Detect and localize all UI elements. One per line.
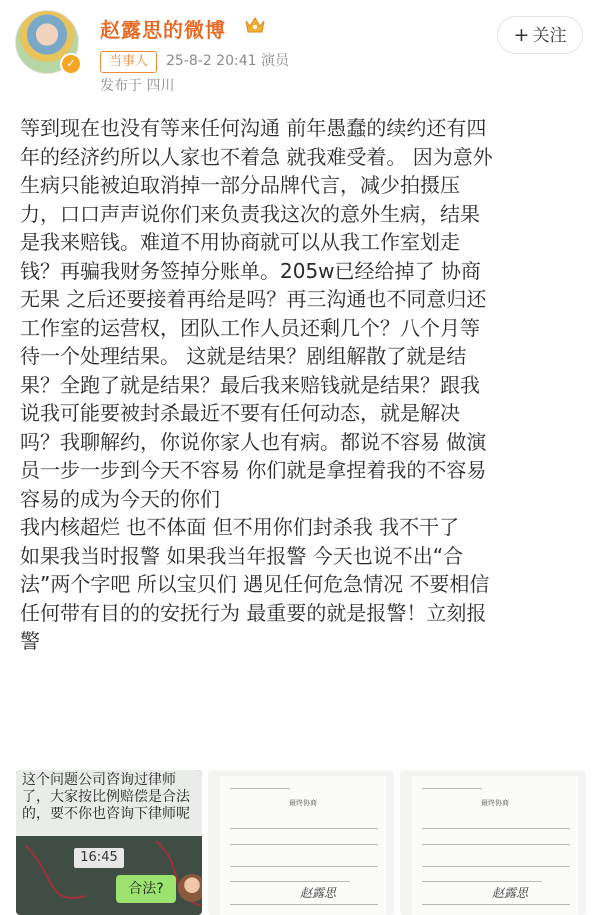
doc-rule [230,881,350,882]
doc-rule [230,844,378,845]
post-text-line: 工作室的运营权，团队工作人员还剩几个？八个月等 [20,315,480,340]
post-text-line: 果？全跑了就是结果？最后我来赔钱就是结果？跟我 [20,372,480,397]
post-text-line: 说我可能要被封杀最近不要有任何动态，就是解决 [20,401,460,425]
chat-reply-bubble: 合法? [116,875,176,903]
doc-rule [422,881,542,882]
document-page [220,776,386,915]
doc-rule [422,904,570,905]
document-title: 最终协商 [481,799,509,807]
crown-icon [244,15,266,35]
doc-rule [230,828,378,829]
doc-rule [230,866,378,867]
doc-rule [230,788,290,789]
chat-avatar [178,874,202,902]
role-tag: 当事人 [100,51,157,73]
doc-rule [422,828,570,829]
post-text-line: 无果 之后还要接着再给是吗？再三沟通也不同意归还 [20,287,487,311]
document-image-2[interactable] [400,770,586,915]
doc-rule [422,788,482,789]
document-page [412,776,578,915]
post-text-line: 如果我当时报警 如果我当年报警 今天也说不出“合 [20,543,464,568]
chat-timestamp: 16:45 [74,848,124,868]
chat-screenshot-image[interactable] [16,770,202,915]
post-text-line: 容易的成为今天的你们 [20,486,220,511]
post-text-line: 钱？再骗我财务签掉分账单。205w已经给掉了 协商 [20,258,481,283]
document-signature: 赵露思 [492,886,529,900]
follow-label: 关注 [532,26,567,46]
post-text-line: 我内核超烂 也不体面 但不用你们封杀我 我不干了 [20,515,460,539]
chat-message-text: 这个问题公司咨询过律师了，大家按比例赔偿是合法的，要不你也咨询下律师呢 [16,770,202,836]
document-image-1[interactable] [208,770,394,915]
post-text-line: 生病只能被迫取消掉一部分品牌代言，减少拍摄压 [20,173,460,197]
document-signature: 赵露思 [300,886,337,900]
verified-badge-icon: ✓ [60,53,82,75]
post-text-line: 年的经济约所以人家也不着急 就我难受着。 因为意外 [20,144,493,169]
post-location: 发布于 四川 [100,78,175,94]
post-text-line: 任何带有目的的安抚行为 最重要的就是报警！立刻报 [20,600,487,625]
plus-icon: + [513,24,530,46]
post-text-line: 警 [20,629,40,653]
document-title: 最终协商 [289,799,317,807]
image-grid [16,770,586,915]
post-text-line: 等到现在也没有等来任何沟通 前年愚蠢的续约还有四 [20,116,487,140]
follow-button[interactable] [497,16,583,54]
doc-rule [422,866,570,867]
post-text-line: 吗？我聊解约，你说你家人也有病。都说不容易 做演 [20,429,487,454]
post-text-line: 员一步一步到今天不容易 你们就是拿捏着我的不容易 [20,458,487,482]
post-meta: 25-8-2 20:41 演员 [166,53,289,69]
post-text-line: 待一个处理结果。 这就是结果？剧组解散了就是结 [20,344,467,368]
author-name[interactable]: 赵露思的微博 [100,18,226,42]
post-header [0,0,600,100]
post-text-line: 力，口口声声说你们来负责我这次的意外生病，结果 [20,201,480,226]
doc-rule [422,844,570,845]
post-text-line: 法”两个字吧 所以宝贝们 遇见任何危急情况 不要相信 [20,572,490,596]
post-text [20,114,585,656]
doc-rule [230,904,378,905]
post-text-line: 是我来赔钱。难道不用协商就可以从我工作室划走 [20,230,460,254]
